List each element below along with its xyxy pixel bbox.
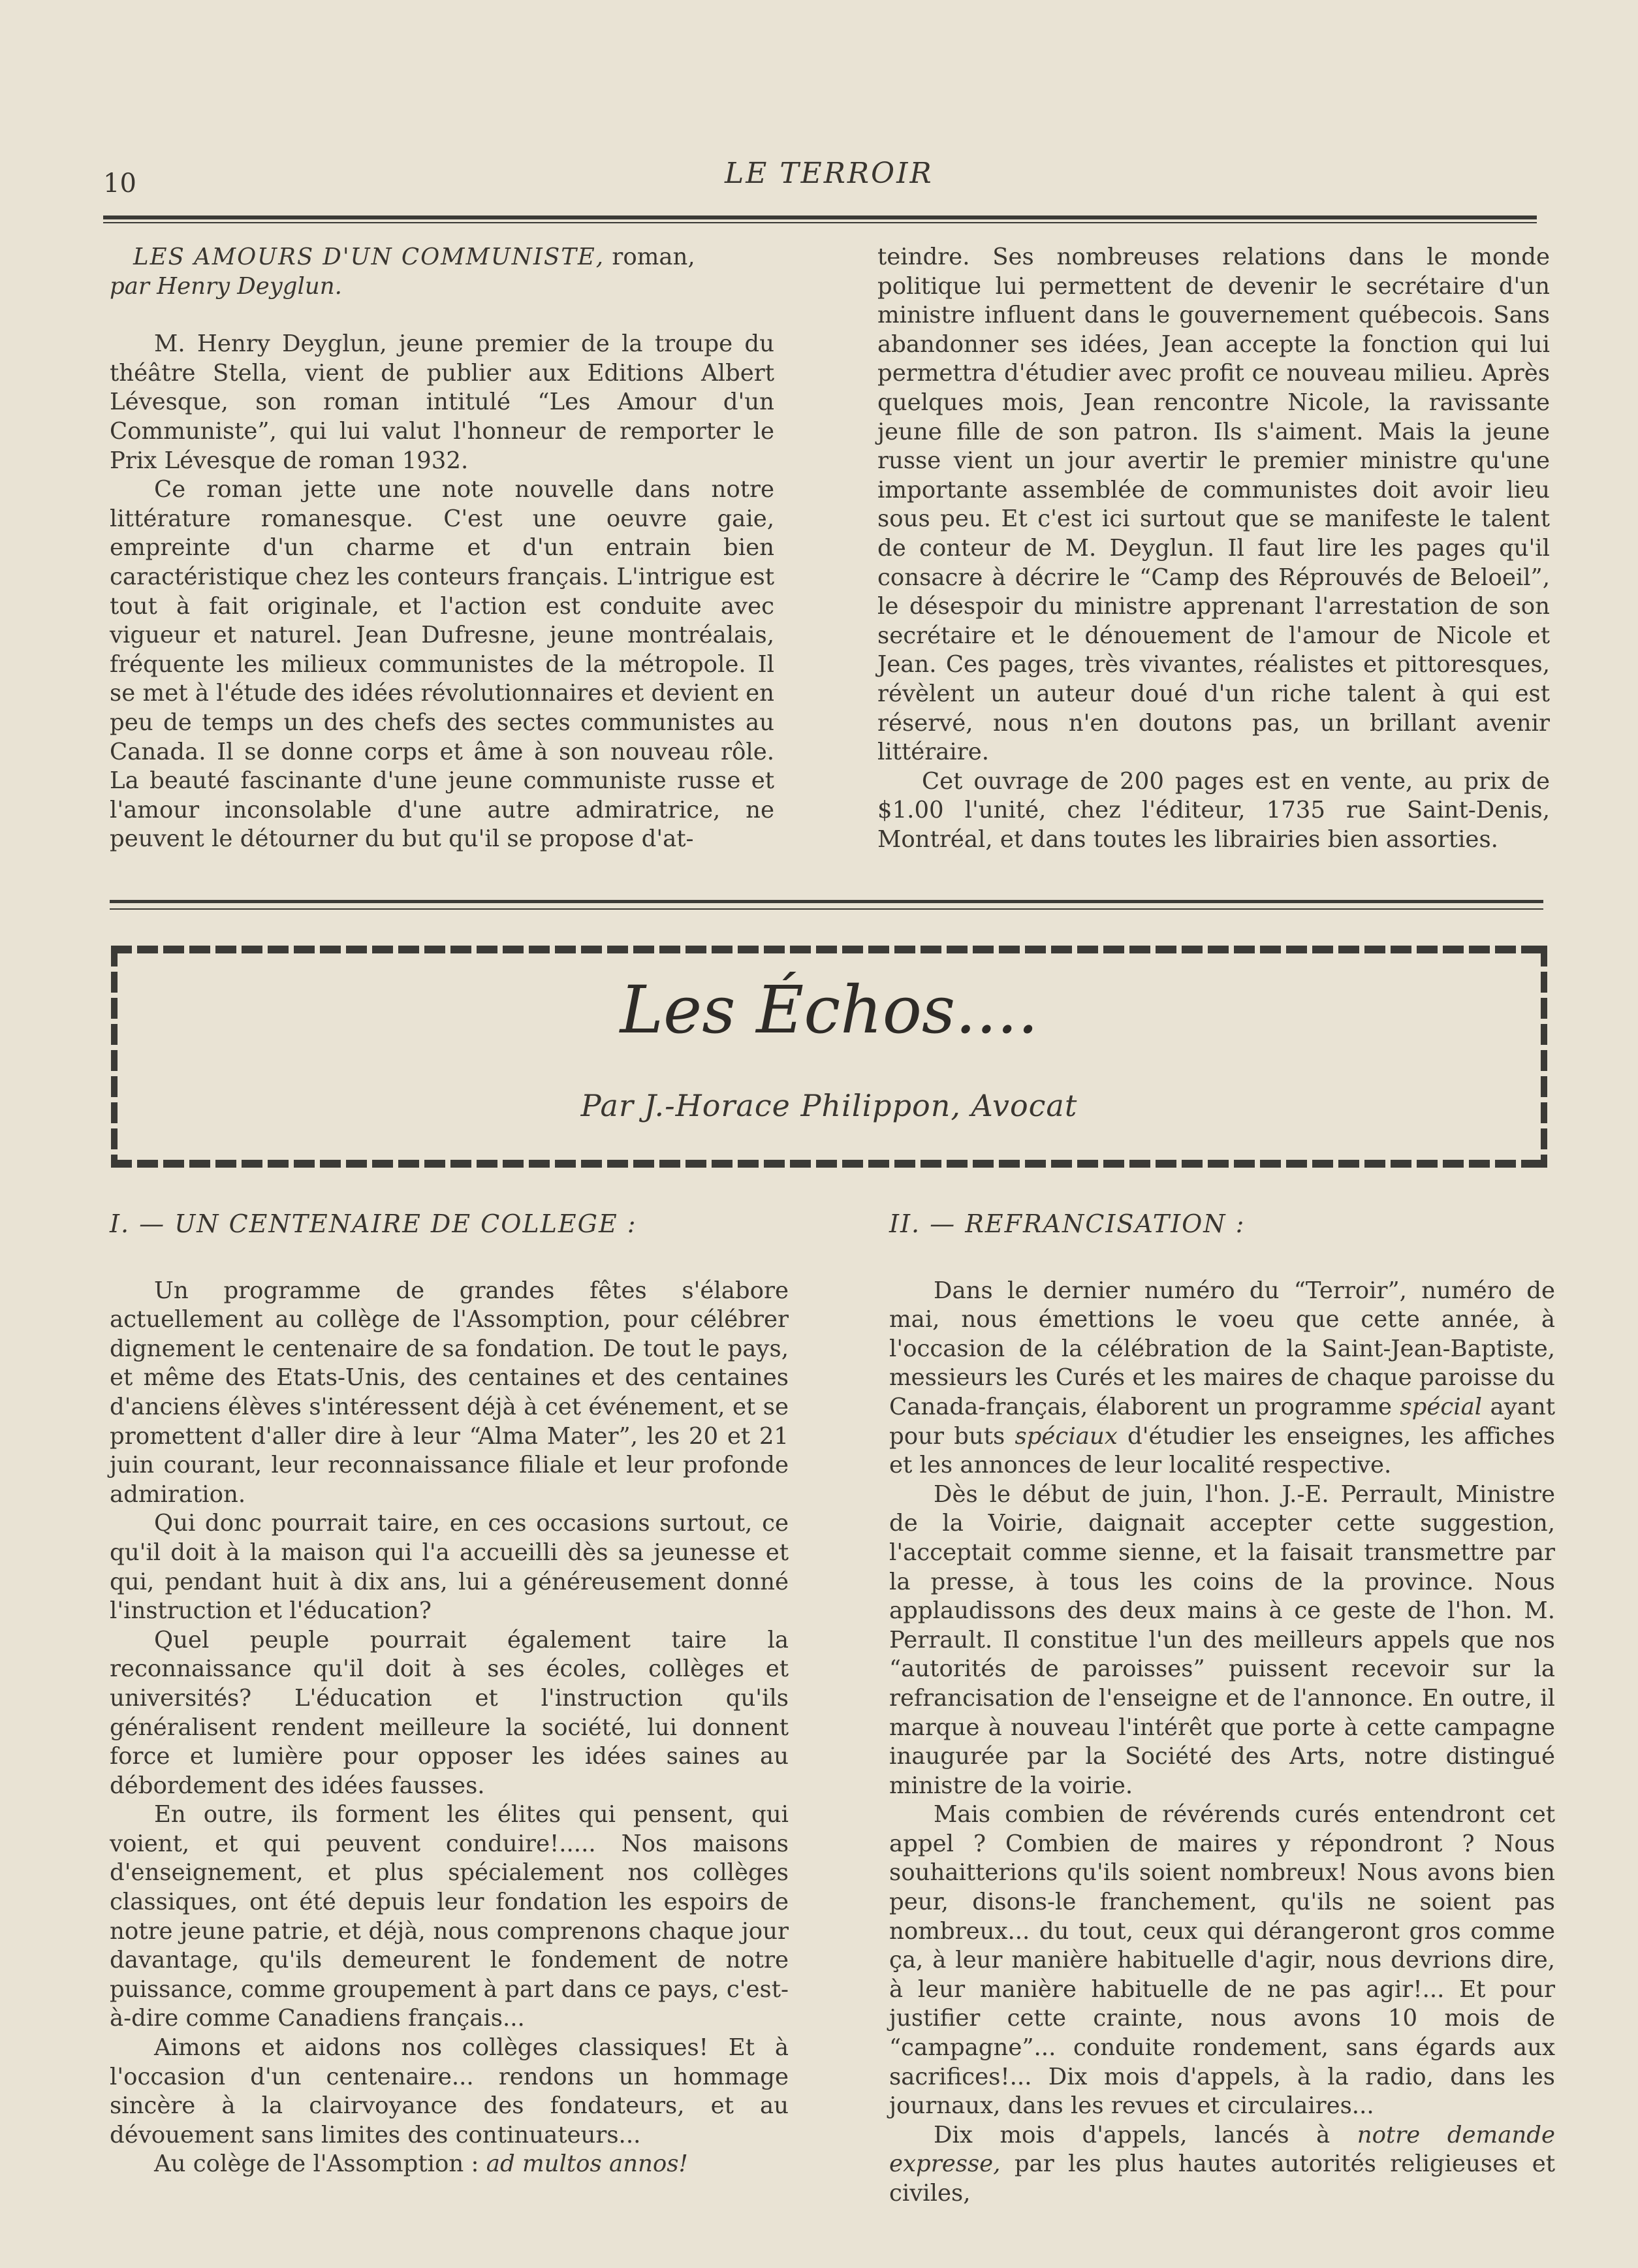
review-left-column bbox=[110, 243, 774, 854]
header-rule-thin bbox=[103, 222, 1537, 223]
echos-title: Les Échos.... bbox=[620, 972, 1039, 1048]
section1-paragraph: En outre, ils forment les élites qui pensent, qui voient, et qui peuvent conduire!..... Nos maisons d'enseignement, et plus spécialement nos collèges classiques, ont été depuis leur fondation les espoirs de notre jeune patrie, et déjà, nous comprenons chaque jour davantage, qu'ils demeurent le fondement de notre puissance, comme groupement à part dans ce pays, c'est-à-dire comme Canadiens français... bbox=[110, 1801, 789, 2032]
header-rule bbox=[103, 216, 1537, 219]
review-paragraph: teindre. Ses nombreuses relations dans le monde politique lui permettent de devenir le secrétaire d'un ministre influent dans le gouvernement québecois. Sans abandonner ses idées, Jean accepte la fonction qui lui permettra d'étudier avec profit ce nouveau milieu. Après quelques mois, Jean rencontre Nicole, la ravissante jeune fille de son patron. Ils s'aiment. Mais la jeune russe vient un jour avertir le premier ministre qu'une importante assemblée de communistes doit avoir lieu sous peu. Et c'est ici surtout que se manifeste le talent de conteur de M. Deyglun. Il faut lire les pages qu'il consacre à décrire le “Camp des Réprouvés de Beloeil”, le désespoir du ministre apprenant l'arrestation de son secrétaire et le dénouement de l'amour de Nicole et Jean. Ces pages, très vivantes, réalistes et pittoresques, révèlent un auteur doué d'un riche talent à qui est réservé, nous n'en doutons pas, un brillant avenir littéraire. bbox=[877, 244, 1550, 766]
section-divider bbox=[110, 900, 1543, 903]
section2-paragraph: Mais combien de révérends curés entendront cet appel ? Combien de maires y répondront ? Nous souhaitterions qu'ils soient nombreux! Nous avons bien peur, disons-le franchement, qu'ils ne soient pas nombreux... du tout, ceux qui dérangeront gros comme ça, à leur manière habituelle d'agir, nous devrions dire, à leur manière habituelle de ne pas agir!... Et pour justifier cette crainte, nous avons 10 mois de “campagne”... conduite rondement, sans égards aux sacrifices!... Dix mois d'appels, à la radio, dans les journaux, dans les revues et circulaires... bbox=[889, 1801, 1555, 2120]
echos-author: Par J.-Horace Philippon, Avocat bbox=[580, 1088, 1078, 1123]
review-paragraph: M. Henry Deyglun, jeune premier de la troupe du théâtre Stella, vient de publier aux Editions Albert Lévesque, son roman intitulé “Les Amour d'un Communiste”, qui lui valut l'honneur de remporter le Prix Lévesque de roman 1932. bbox=[110, 330, 774, 474]
section1-closing: Au colège de l'Assomption : ad multos annos! bbox=[154, 2150, 688, 2178]
review-right-column bbox=[877, 243, 1550, 854]
section2-paragraph: Dans le dernier numéro du “Terroir”, numéro de mai, nous émettions le voeu que cette année, à l'occasion de la célébration de la Saint-Jean-Baptiste, messieurs les Curés et les maires de chaque paroisse du Canada-français, élaborent un programme spécial ayant pour buts spéciaux d'étudier les enseignes, les affiches et les annonces de leur localité respective. bbox=[889, 1277, 1556, 1479]
review-paragraph: Cet ouvrage de 200 pages est en vente, au prix de $1.00 l'unité, chez l'éditeur, 1735 rue Saint-Denis, Montréal, et dans toutes les librairies bien assorties. bbox=[877, 767, 1550, 853]
section1-paragraph: Un programme de grandes fêtes s'élabore actuellement au collège de l'Assomption, pour célébrer dignement le centenaire de sa fondation. De tout le pays, et même des Etats-Unis, des centaines et des centaines d'anciens élèves s'intéressent déjà à cet événement, et se promettent d'aller dire à leur “Alma Mater”, les 20 et 21 juin courant, leur reconnaissance filiale et leur profonde admiration. bbox=[110, 1277, 789, 1508]
section2-heading: II. — REFRANCISATION : bbox=[889, 1209, 1246, 1238]
review-paragraph: Ce roman jette une note nouvelle dans notre littérature romanesque. C'est une oeuvre gaie, empreinte d'un charme et d'un entrain bien caractéristique chez les conteurs français. L'intrigue est tout à fait originale, et l'action est conduite avec vigueur et naturel. Jean Dufresne, jeune montréalais, fréquente les milieux communistes de la métropole. Il se met à l'étude des idées révolutionnaires et devient en peu de temps un des chefs des sectes communistes au Canada. Il se donne corps et âme à son nouveau rôle. La beauté fascinante d'une jeune communiste russe et l'amour inconsolable d'une autre admiratrice, ne peuvent le détourner du but qu'il se propose d'at- bbox=[110, 476, 774, 853]
section1-paragraph: Aimons et aidons nos collèges classiques! Et à l'occasion d'un centenaire... rendons un hommage sincère à la clairvoyance des fondateurs, et au dévouement sans limites des continuateurs... bbox=[110, 2034, 789, 2148]
section2-paragraph: Dix mois d'appels, lancés à notre demande expresse, par les plus hautes autorités religieuses et civiles, bbox=[889, 2121, 1555, 2207]
review-title: LES AMOURS D'UN COMMUNISTE, bbox=[133, 244, 605, 270]
section2-paragraph: Dès le début de juin, l'hon. J.-E. Perrault, Ministre de la Voirie, daignait accepter cette suggestion, l'acceptait comme sienne, et la faisait transmettre par la presse, à tous les coins de la province. Nous applaudissons des deux mains à ce geste de l'hon. M. Perrault. Il constitue l'un des meilleurs appels que nos “autorités de paroisses” puissent recevoir sur la refrancisation de l'enseigne et de l'annonce. En outre, il marque à nouveau l'intérêt que porte à cette campagne inaugurée par la Société des Arts, notre distingué ministre de la voirie. bbox=[889, 1480, 1555, 1799]
page-number: 10 bbox=[103, 168, 136, 199]
review-heading bbox=[133, 243, 774, 272]
echos-banner bbox=[111, 946, 1547, 1168]
section-divider-thin bbox=[110, 908, 1543, 910]
review-author: par Henry Deyglun. bbox=[110, 272, 342, 300]
closing-italic: ad multos annos! bbox=[486, 2150, 688, 2178]
ornamental-border-top bbox=[111, 946, 1547, 953]
section2-column bbox=[889, 1209, 1555, 2209]
journal-title: LE TERROIR bbox=[725, 157, 934, 190]
review-title-suffix: roman, bbox=[605, 244, 695, 270]
section1-heading: I. — UN CENTENAIRE DE COLLEGE : bbox=[110, 1209, 637, 1238]
ornamental-border-bottom bbox=[111, 1160, 1547, 1168]
section1-paragraph: Qui donc pourrait taire, en ces occasions surtout, ce qu'il doit à la maison qui l'a accueilli dès sa jeunesse et qui, pendant huit à dix ans, lui a généreusement donné l'instruction et l'éducation? bbox=[110, 1510, 789, 1625]
section1-paragraph: Quel peuple pourrait également taire la reconnaissance qu'il doit à ses écoles, collèges et universités? L'éducation et l'instruction qu'ils généralisent rendent meilleure la société, lui donnent force et lumière pour opposer les idées saines au débordement des idées fausses. bbox=[110, 1626, 789, 1799]
section1-column bbox=[110, 1209, 789, 2179]
